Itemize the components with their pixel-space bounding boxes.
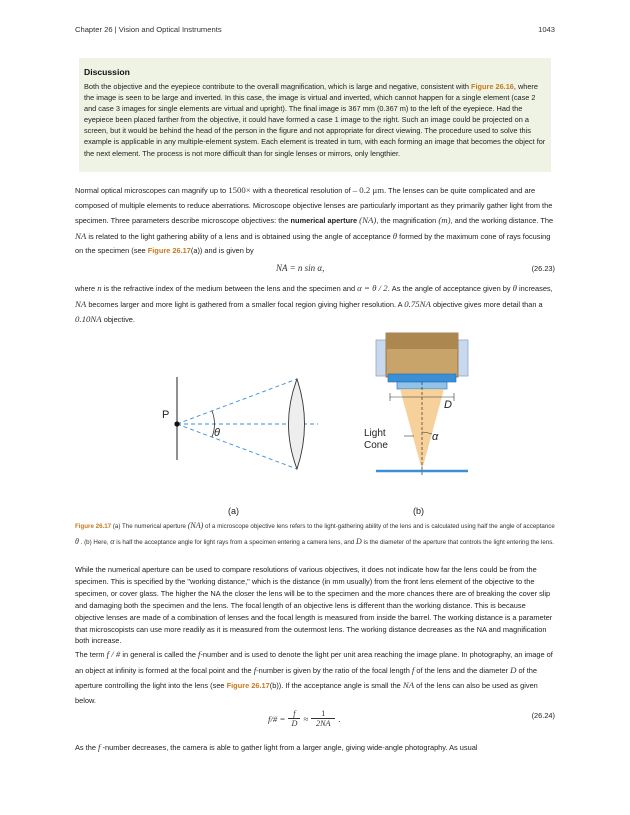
figure-link-26-17[interactable]: Figure 26.17: [147, 246, 191, 255]
discussion-body: [84, 81, 546, 159]
text: , and the working distance. The: [450, 216, 554, 225]
math: 0.75NA: [404, 298, 431, 309]
math: f: [411, 664, 415, 675]
text: is half the acceptance angle for light rays from a specimen entering a camera lens, and: [116, 538, 355, 546]
math: (m): [438, 215, 451, 225]
math: NA: [75, 298, 87, 309]
text: objective gives more detail than a: [432, 299, 543, 309]
chapter-header: Chapter 26 | Vision and Optical Instruments: [75, 25, 222, 34]
math: – 0.2 μm: [352, 185, 385, 195]
text: of a microscope objective lens refers to the light-gathering ability of the lens and is calculated using half the angle of acceptance: [205, 523, 555, 530]
equation-period: .: [338, 713, 341, 724]
equation-lhs: f/# =: [268, 713, 286, 724]
figure-link-26-16[interactable]: Figure 26.16: [471, 82, 514, 91]
term-numerical-aperture: numerical aperture: [290, 216, 358, 225]
math: (NA): [359, 215, 377, 225]
math: D: [510, 664, 517, 675]
figure-26-17a-diagram: [150, 365, 320, 500]
fraction-f-over-d: [288, 709, 300, 728]
objective-barrel-top: [386, 333, 458, 349]
text: formed by the maximum cone of rays focusing on the specimen (see: [75, 231, 551, 255]
math: 0.10NA: [75, 314, 102, 324]
math: f: [253, 664, 257, 675]
paragraph-numerical-aperture: [75, 183, 555, 259]
text: in general is called the: [122, 650, 196, 659]
alpha-label: α: [432, 431, 439, 443]
text: (a)) and is given by: [190, 246, 254, 255]
text: (b)). If the acceptance angle is small the: [269, 681, 401, 690]
text: of the lens can also be used as given below.: [75, 681, 538, 705]
d-label: D: [444, 399, 452, 411]
math: θ: [512, 283, 517, 293]
specimen-point: [174, 421, 179, 426]
math: NA: [75, 230, 87, 241]
text: is the refractive index of the medium between the lens and the specimen and: [103, 284, 356, 293]
fraction-denominator: D: [291, 719, 298, 728]
discussion-rest: , where the image is seen to be large and inverted. In this case, the image is virtual and inverted, which cannot happen for a single element (case 2 and case 3 images for single elements are virtual and upright). The final image is 367 mm (0.367 m) to the left of the eyepiece. Had the eyepiece been placed farther from the objective, it could have formed a case 1 image to the right. Such an image could be projected on a screen, but it would be behind the head of the person in the figure and not appropriate for direct viewing. The procedure used to solve this example is applicable in any multiple-element system. Each element is treated in turn, with each forming an image that becomes the object for the next element. The process is not more difficult than for single lenses or mirrors, only lengthier.: [84, 82, 546, 158]
paragraph-f-number: [75, 647, 555, 708]
paragraph-f-number-decrease: [75, 740, 555, 756]
math: (NA): [187, 521, 204, 530]
text: -number is given by the ratio of the focal length: [256, 665, 410, 675]
math: f: [98, 742, 101, 752]
math: α = θ / 2: [357, 283, 388, 293]
approx-symbol: ≈: [303, 713, 309, 724]
caption-label: Figure 26.17: [75, 523, 112, 530]
text: The term: [75, 650, 105, 659]
theta-label: θ: [214, 427, 220, 439]
text: objective.: [103, 315, 135, 324]
fraction-numerator: f: [293, 709, 296, 718]
text: -number decreases, the camera is able to gather light from a larger angle, giving wide-angle photography. As usual: [102, 743, 478, 752]
text: is related to the light gathering ability of a lens and is obtained using the angle of acceptance: [88, 231, 391, 241]
subfigure-label-a: (a): [228, 506, 239, 516]
math: NA: [402, 680, 415, 690]
figure-caption: [75, 519, 555, 550]
paragraph-acceptance-angle: [75, 281, 555, 328]
math: 1500×: [228, 185, 251, 195]
text: becomes larger and more light is gathered from a smaller focal region giving higher resolution. A: [88, 299, 403, 309]
equation-26-24: [268, 709, 340, 728]
fraction-numerator: 1: [321, 709, 326, 718]
light-cone-label-line2: Cone: [364, 440, 388, 451]
text: Normal optical microscopes can magnify up to: [75, 186, 227, 195]
text: . The lenses can be quite complicated and are composed of multiple elements to reduce aberrations. Microscope objective lenses are particularly important as they primarily gather light from the specimen. Three parameters describe microscope objectives: the: [75, 186, 553, 225]
text: where: [75, 284, 96, 293]
page-number: 1043: [538, 25, 555, 34]
math: θ: [392, 230, 398, 241]
text: . (b) Here,: [80, 538, 109, 546]
upper-cone-ray: [177, 379, 297, 424]
paragraph-working-distance: While the numerical aperture can be used to compare resolutions of various objectives, it does not indicate how far the lens could be from the specimen. This is specified by the "working distance," which is the distance (in mm usually) from the front lens element of the objective to the specimen, or cover glass. The higher the NA the closer the lens will be to the specimen and the more chances there are of breaking the cover slip and damaging both the specimen and the lens. The focal length of an objective lens is different than the working distance. This is because objective lenses are made of a combination of lenses and the focal length is measured from inside the barrel. The working distance is a parameter that microscopists can use more readily as it is measured from the outermost lens. The working distance decreases as the NA and magnification both increase.: [75, 565, 553, 646]
front-lens-element: [388, 374, 456, 382]
light-cone-label-line1: Light: [364, 428, 386, 439]
text: , the magnification: [376, 216, 437, 225]
discussion-title: Discussion: [84, 67, 130, 77]
math: n: [97, 283, 102, 293]
text: is the diameter of the aperture that controls the light entering the lens.: [363, 538, 555, 546]
objective-lens: [289, 379, 305, 469]
subfigure-label-b: (b): [413, 506, 424, 516]
math: D: [355, 536, 362, 546]
figure-26-17b-diagram: [360, 328, 480, 498]
discussion-line1: Both the objective and the eyepiece contribute to the overall magnification, which is large and negative, consistent with: [84, 82, 469, 91]
text: . As the angle of acceptance given by: [387, 284, 511, 293]
text: As the: [75, 743, 96, 752]
text: -number and is used to denote the light per unit area reaching the image plane. In photography, an image of an object at infinity is formed at the focal point and the: [75, 650, 553, 675]
math: f / #: [106, 649, 121, 659]
text: of the aperture controlling the light into the lens (see: [75, 665, 538, 690]
text: with a theoretical resolution of: [252, 186, 351, 195]
fraction-denominator: 2NA: [315, 719, 331, 728]
equation-26-23: NA = n sin α,: [276, 263, 325, 273]
lower-cone-ray: [177, 424, 297, 469]
text: (a) The numerical aperture: [112, 523, 186, 530]
math: f: [198, 649, 201, 659]
figure-link-26-17b[interactable]: Figure 26.17: [226, 681, 270, 690]
equation-number-26-23: (26.23): [531, 264, 555, 273]
fraction-one-over-2na: [311, 709, 335, 728]
text: of the lens and the diameter: [416, 665, 509, 675]
text: increases,: [519, 284, 553, 293]
math: α: [110, 536, 115, 546]
equation-number-26-24: (26.24): [531, 711, 555, 720]
math: θ: [75, 536, 79, 546]
point-p-label: P: [162, 409, 170, 421]
